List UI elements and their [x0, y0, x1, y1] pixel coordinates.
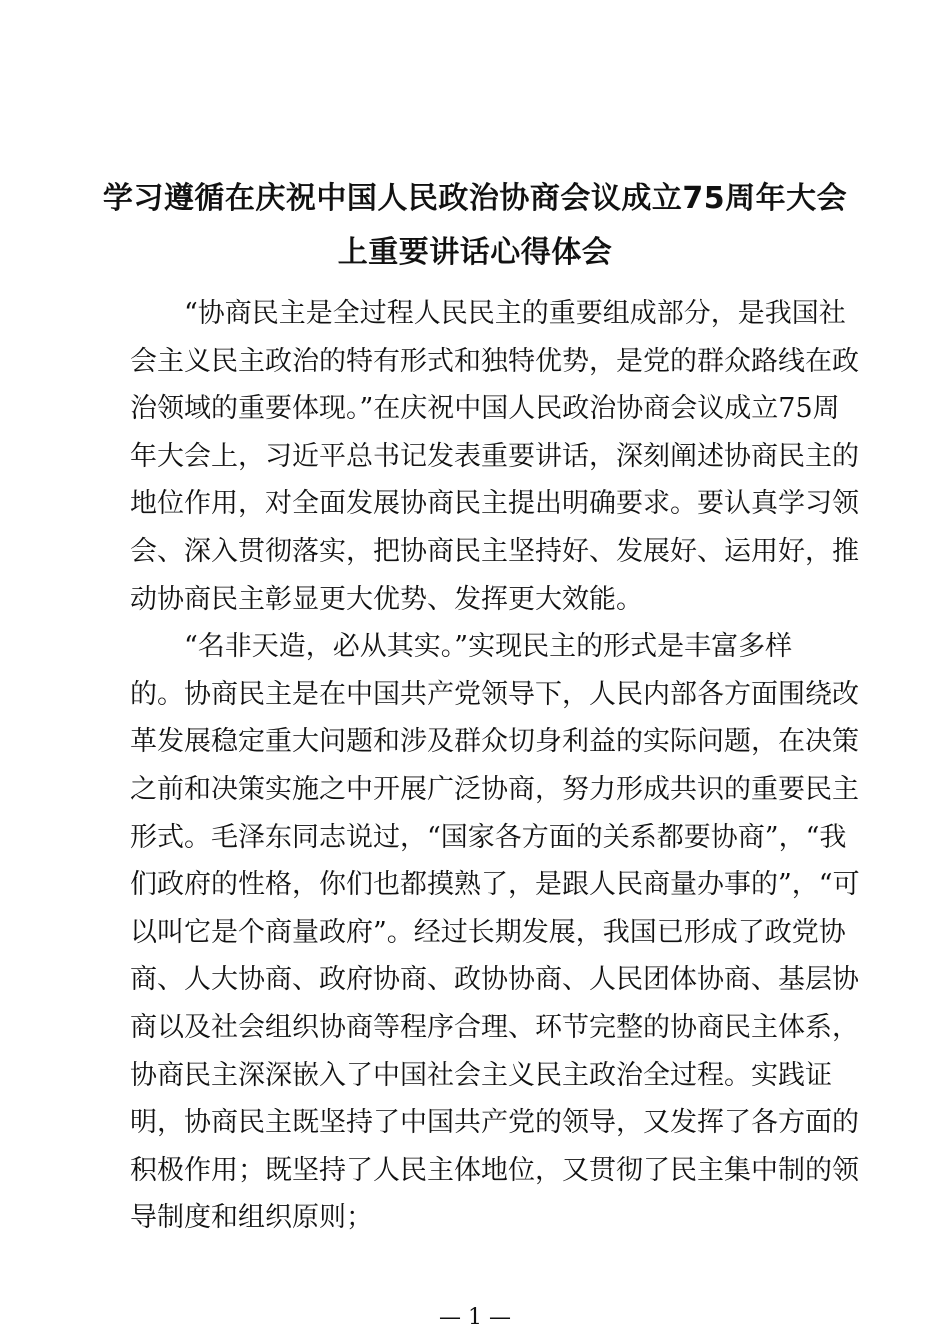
paragraph-line: 年大会上，习近平总书记发表重要讲话，深刻阐述协商民主的 [130, 440, 859, 472]
paragraph-1 [130, 290, 859, 623]
title-line-2: 上重要讲话心得体会 [337, 235, 613, 270]
paragraph-line: 形式。毛泽东同志说过，“国家各方面的关系都要协商”，“我 [130, 821, 847, 853]
paragraph-line: 明，协商民主既坚持了中国共产党的领导，又发挥了各方面的 [130, 1107, 859, 1139]
paragraph-line: 协商民主深深嵌入了中国社会主义民主政治全过程。实践证 [130, 1059, 832, 1091]
paragraph-line: “名非天造，必从其实。”实现民主的形式是丰富多样 [184, 631, 793, 663]
paragraph-line: 动协商民主彰显更大优势、发挥更大效能。 [130, 583, 643, 615]
page-number: — 1 — [439, 1305, 511, 1330]
title-line-1: 学习遵循在庆祝中国人民政治协商会议成立75周年大会 [102, 181, 848, 216]
paragraph-line: 之前和决策实施之中开展广泛协商，努力形成共识的重要民主 [130, 773, 859, 805]
paragraph-line: 以叫它是个商量政府”。经过长期发展，我国已形成了政党协 [130, 916, 846, 948]
paragraph-2 [130, 623, 860, 1242]
paragraph-line: 地位作用，对全面发展协商民主提出明确要求。要认真学习领 [130, 488, 859, 520]
paragraph-line: 导制度和组织原则； [130, 1202, 373, 1234]
paragraph-line: “协商民主是全过程人民民主的重要组成部分，是我国社 [184, 298, 846, 329]
document-body [130, 290, 860, 1242]
paragraph-line: 的。协商民主是在中国共产党领导下，人民内部各方面围绕改 [130, 678, 859, 710]
paragraph-line: 治领域的重要体现。”在庆祝中国人民政治协商会议成立75周 [130, 393, 840, 425]
document-title [100, 172, 850, 280]
paragraph-line: 商以及社会组织协商等程序合理、环节完整的协商民主体系， [130, 1011, 859, 1043]
paragraph-line: 革发展稳定重大问题和涉及群众切身利益的实际问题，在决策 [130, 726, 859, 758]
paragraph-line: 积极作用；既坚持了人民主体地位，又贯彻了民主集中制的领 [130, 1154, 859, 1186]
paragraph-line: 会、深入贯彻落实，把协商民主坚持好、发展好、运用好，推 [130, 535, 859, 567]
paragraph-line: 们政府的性格，你们也都摸熟了，是跟人民商量办事的”，“可 [130, 869, 860, 901]
paragraph-line: 会主义民主政治的特有形式和独特优势，是党的群众路线在政 [130, 345, 859, 377]
paragraph-line: 商、人大协商、政府协商、政协协商、人民团体协商、基层协 [130, 964, 859, 996]
